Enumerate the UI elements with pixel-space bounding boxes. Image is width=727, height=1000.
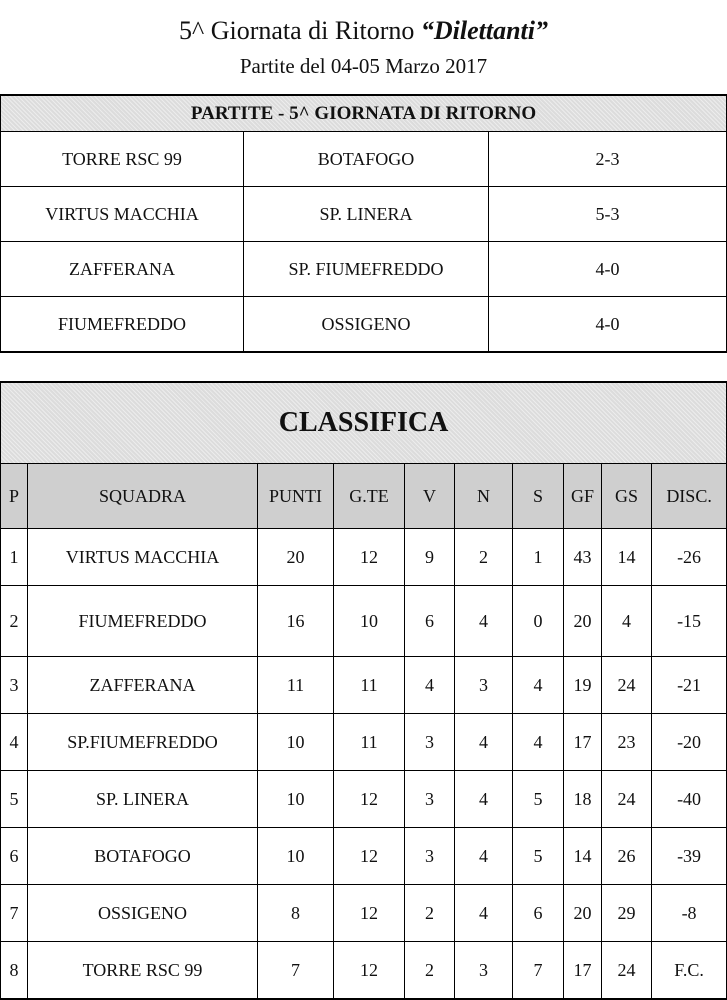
standings-cell-position: 5	[1, 771, 28, 828]
standings-cell-losses: 5	[513, 828, 564, 885]
column-header-goals-against: GS	[602, 464, 652, 529]
title-prefix: 5^ Giornata di Ritorno	[179, 16, 421, 45]
standings-cell-draws: 3	[455, 942, 513, 1000]
standings-cell-played: 12	[334, 942, 405, 1000]
standings-cell-team: VIRTUS MACCHIA	[28, 529, 258, 586]
standings-cell-losses: 5	[513, 771, 564, 828]
column-header-goals-for: GF	[564, 464, 602, 529]
standings-cell-played: 12	[334, 885, 405, 942]
standings-cell-losses: 4	[513, 657, 564, 714]
standings-cell-losses: 6	[513, 885, 564, 942]
standings-cell-points: 10	[258, 771, 334, 828]
match-home-team: FIUMEFREDDO	[1, 297, 244, 353]
standings-cell-played: 12	[334, 828, 405, 885]
column-header-position: P	[1, 464, 28, 529]
match-score: 4-0	[489, 297, 727, 353]
standings-cell-wins: 9	[405, 529, 455, 586]
standings-cell-team: OSSIGENO	[28, 885, 258, 942]
column-header-points: PUNTI	[258, 464, 334, 529]
standings-cell-draws: 4	[455, 714, 513, 771]
standings-cell-points: 7	[258, 942, 334, 1000]
standings-cell-position: 3	[1, 657, 28, 714]
standings-cell-draws: 4	[455, 771, 513, 828]
standings-cell-goals-for: 19	[564, 657, 602, 714]
match-away-team: OSSIGENO	[244, 297, 489, 353]
page-subtitle: Partite del 04-05 Marzo 2017	[239, 54, 488, 78]
title-emphasis: “Dilettanti”	[420, 16, 548, 45]
standings-cell-goals-for: 18	[564, 771, 602, 828]
standings-cell-position: 1	[1, 529, 28, 586]
standings-cell-goals-against: 24	[602, 942, 652, 1000]
standings-cell-position: 2	[1, 586, 28, 657]
standings-cell-played: 12	[334, 529, 405, 586]
standings-cell-position: 8	[1, 942, 28, 1000]
standings-cell-played: 10	[334, 586, 405, 657]
standings-cell-team: BOTAFOGO	[28, 828, 258, 885]
column-header-draws: N	[455, 464, 513, 529]
standings-table	[0, 381, 727, 1000]
standings-cell-team: SP.FIUMEFREDDO	[28, 714, 258, 771]
standings-cell-goals-against: 23	[602, 714, 652, 771]
column-header-discipline: DISC.	[652, 464, 727, 529]
match-score: 4-0	[489, 242, 727, 297]
standings-cell-draws: 3	[455, 657, 513, 714]
column-header-team: SQUADRA	[28, 464, 258, 529]
standings-row	[1, 529, 727, 586]
standings-cell-goals-against: 14	[602, 529, 652, 586]
standings-row	[1, 586, 727, 657]
column-header-played: G.TE	[334, 464, 405, 529]
standings-cell-goals-against: 4	[602, 586, 652, 657]
standings-cell-position: 7	[1, 885, 28, 942]
standings-cell-team: SP. LINERA	[28, 771, 258, 828]
standings-cell-discipline: -20	[652, 714, 727, 771]
standings-row	[1, 885, 727, 942]
match-row	[1, 297, 727, 353]
standings-cell-goals-against: 29	[602, 885, 652, 942]
match-row	[1, 242, 727, 297]
standings-cell-goals-against: 24	[602, 771, 652, 828]
standings-cell-wins: 4	[405, 657, 455, 714]
match-away-team: SP. FIUMEFREDDO	[244, 242, 489, 297]
standings-cell-wins: 3	[405, 714, 455, 771]
standings-cell-draws: 2	[455, 529, 513, 586]
page-title	[0, 14, 727, 48]
standings-row	[1, 942, 727, 1000]
standings-cell-played: 11	[334, 714, 405, 771]
standings-cell-discipline: -39	[652, 828, 727, 885]
standings-cell-wins: 3	[405, 828, 455, 885]
standings-cell-goals-for: 43	[564, 529, 602, 586]
standings-cell-team: TORRE RSC 99	[28, 942, 258, 1000]
standings-cell-discipline: -21	[652, 657, 727, 714]
standings-heading: CLASSIFICA	[1, 382, 727, 464]
standings-cell-losses: 4	[513, 714, 564, 771]
standings-cell-points: 8	[258, 885, 334, 942]
standings-cell-losses: 0	[513, 586, 564, 657]
match-away-team: SP. LINERA	[244, 187, 489, 242]
standings-header-row	[1, 464, 727, 529]
standings-row	[1, 828, 727, 885]
standings-cell-losses: 1	[513, 529, 564, 586]
match-home-team: TORRE RSC 99	[1, 132, 244, 187]
standings-cell-wins: 2	[405, 885, 455, 942]
standings-cell-discipline: F.C.	[652, 942, 727, 1000]
standings-cell-played: 11	[334, 657, 405, 714]
standings-cell-wins: 2	[405, 942, 455, 1000]
match-score: 2-3	[489, 132, 727, 187]
standings-cell-wins: 6	[405, 586, 455, 657]
standings-cell-position: 6	[1, 828, 28, 885]
standings-cell-discipline: -40	[652, 771, 727, 828]
standings-cell-goals-for: 20	[564, 586, 602, 657]
match-row	[1, 132, 727, 187]
standings-row	[1, 771, 727, 828]
standings-cell-discipline: -15	[652, 586, 727, 657]
standings-cell-goals-for: 17	[564, 714, 602, 771]
standings-cell-discipline: -8	[652, 885, 727, 942]
standings-cell-goals-against: 24	[602, 657, 652, 714]
matches-table	[0, 94, 727, 353]
standings-cell-draws: 4	[455, 828, 513, 885]
standings-cell-points: 10	[258, 714, 334, 771]
standings-cell-draws: 4	[455, 586, 513, 657]
matches-heading: PARTITE - 5^ GIORNATA DI RITORNO	[1, 95, 727, 132]
column-header-wins: V	[405, 464, 455, 529]
match-score: 5-3	[489, 187, 727, 242]
standings-cell-goals-for: 20	[564, 885, 602, 942]
standings-cell-points: 10	[258, 828, 334, 885]
standings-row	[1, 657, 727, 714]
column-header-losses: S	[513, 464, 564, 529]
standings-cell-wins: 3	[405, 771, 455, 828]
standings-cell-discipline: -26	[652, 529, 727, 586]
standings-cell-draws: 4	[455, 885, 513, 942]
standings-cell-points: 11	[258, 657, 334, 714]
standings-cell-position: 4	[1, 714, 28, 771]
standings-cell-goals-for: 17	[564, 942, 602, 1000]
standings-cell-points: 20	[258, 529, 334, 586]
standings-cell-losses: 7	[513, 942, 564, 1000]
match-row	[1, 187, 727, 242]
match-home-team: VIRTUS MACCHIA	[1, 187, 244, 242]
standings-row	[1, 714, 727, 771]
standings-cell-goals-for: 14	[564, 828, 602, 885]
standings-cell-played: 12	[334, 771, 405, 828]
standings-cell-goals-against: 26	[602, 828, 652, 885]
match-away-team: BOTAFOGO	[244, 132, 489, 187]
standings-cell-team: FIUMEFREDDO	[28, 586, 258, 657]
standings-cell-team: ZAFFERANA	[28, 657, 258, 714]
standings-cell-points: 16	[258, 586, 334, 657]
match-home-team: ZAFFERANA	[1, 242, 244, 297]
